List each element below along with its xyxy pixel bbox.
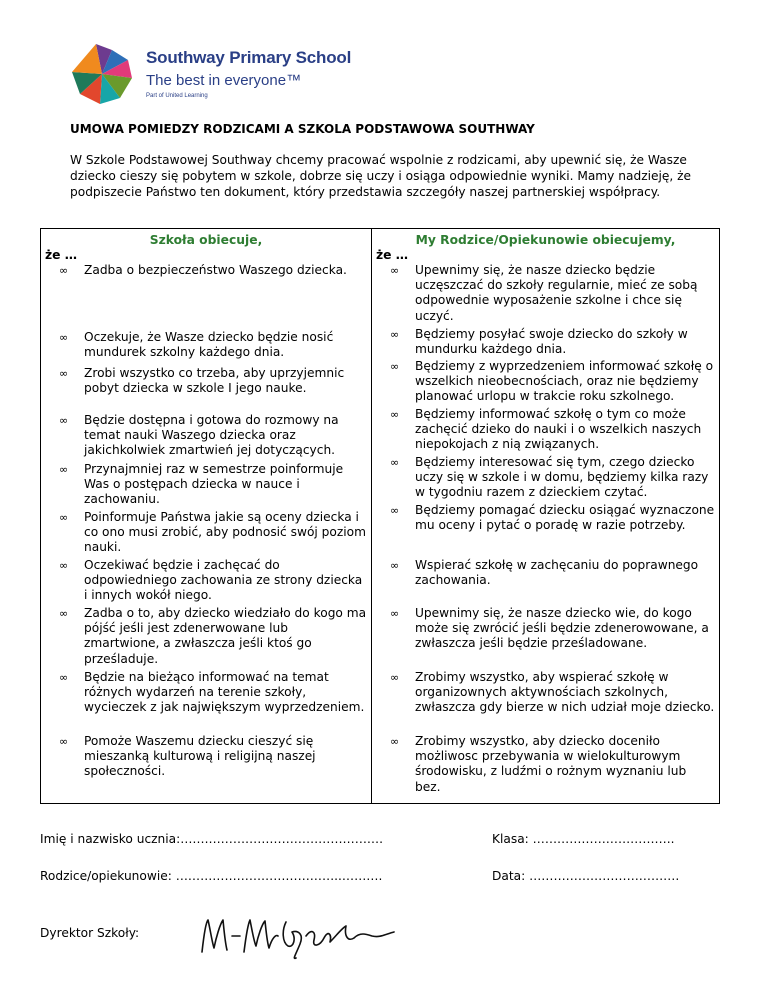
student-name-field: Imię i nazwisko ucznia:…….……………………………………. bbox=[40, 832, 383, 846]
list-item: ∞ Wspierać szkołę w zachęcaniu do poprawnego zachowania. bbox=[390, 558, 699, 588]
list-item: ∞ Oczekuje, że Wasze dziecko będzie nosić mundurek szkolny każdego dnia. bbox=[59, 330, 334, 360]
document-title: UMOWA POMIEDZY RODZICAMI A SZKOLA PODSTAWOWA SOUTHWAY bbox=[70, 122, 535, 136]
list-item: ∞ Będziemy z wyprzedzeniem informować szkołę o wszelkich nieobecnościach, oraz nie będziemy planować urlopu w trakcie roku szkolnego. bbox=[390, 359, 714, 404]
infinity-bullet-icon: ∞ bbox=[390, 408, 400, 421]
agreement-table bbox=[40, 228, 720, 804]
infinity-bullet-icon: ∞ bbox=[59, 511, 69, 524]
list-item: ∞ Będziemy posyłać swoje dziecko do szkoły w mundurku każdego dnia. bbox=[390, 327, 688, 357]
list-item: ∞ Upewnimy się, że nasze dziecko wie, do kogo może się zwrócić jeśli będzie zdenerowowane, a zwłaszcza jeśli będzie prześladowane. bbox=[390, 606, 709, 651]
infinity-bullet-icon: ∞ bbox=[59, 414, 69, 427]
infinity-bullet-icon: ∞ bbox=[390, 735, 400, 748]
infinity-bullet-icon: ∞ bbox=[390, 360, 400, 373]
list-item: ∞ Będziemy informować szkołę o tym co może zachęcić dzieko do nauki i o wszelkich naszych niepokojach z nią związanych. bbox=[390, 407, 702, 452]
infinity-bullet-icon: ∞ bbox=[59, 264, 69, 277]
date-field: Data: ………………………………. bbox=[492, 869, 680, 883]
infinity-bullet-icon: ∞ bbox=[59, 331, 69, 344]
list-item: ∞ Zadba o bezpieczeństwo Waszego dziecka. bbox=[59, 263, 347, 277]
school-promises-heading: Szkoła obiecuje, bbox=[149, 233, 263, 247]
list-item: ∞ Będzie na bieżąco informować na temat różnych wydarzeń na terenie szkoły, wycieczek z jak największym wyprzedzeniem. bbox=[59, 670, 365, 715]
list-item: ∞ Poinformuje Państwa jakie są oceny dziecka i co ono musi zrobić, aby podnosić swój poziom nauki. bbox=[59, 510, 366, 555]
list-item: ∞ Przynajmniej raz w semestrze poinformuje Was o postępach dziecka w nauce i zachowaniu. bbox=[59, 462, 344, 507]
parent-promises-column bbox=[372, 229, 720, 804]
infinity-bullet-icon: ∞ bbox=[390, 456, 400, 469]
parent-promises-ze: że … bbox=[376, 248, 409, 262]
intro-paragraph: W Szkole Podstawowej Southway chcemy pracować wspolnie z rodzicami, aby upewnić się, że Wasze dziecko cieszy się pobytem w szkole, dobrze się uczy i osiąga odpowiednie wyniki. Mamy nadzieję, że podpiszecie Państwo ten dokument, który przedstawia szczegóły naszej partnerskiej współpracy. bbox=[70, 153, 692, 199]
school-promises-list bbox=[45, 263, 367, 803]
school-promises-column bbox=[41, 229, 372, 804]
school-part-of: Part of United Learning bbox=[146, 93, 208, 99]
parent-promises-list bbox=[376, 263, 715, 803]
parents-field: Rodzice/opiekunowie: …………………………………..………. bbox=[40, 869, 383, 883]
school-logo bbox=[66, 38, 366, 108]
list-item: ∞ Będziemy pomagać dziecku osiągać wyznaczone mu oceny i pytać o poradę w razie potrzeby. bbox=[390, 503, 715, 533]
list-item: ∞ Będziemy interesować się tym, czego dziecko uczy się w szkole i w domu, będziemy kilka razy w tygodniu razem z dzieckiem czytać. bbox=[390, 455, 709, 500]
headteacher-signature bbox=[196, 912, 406, 962]
infinity-bullet-icon: ∞ bbox=[390, 264, 400, 277]
infinity-bullet-icon: ∞ bbox=[59, 559, 69, 572]
list-item: ∞ Zrobimy wszystko, aby wspierać szkołę w organizownych aktywnościach szkolnych, zwłaszcza gdy bierze w nich udział moje dziecko. bbox=[390, 670, 715, 715]
list-item: ∞ Będzie dostępna i gotowa do rozmowy na temat nauki Waszego dziecka oraz jakichkolwiek zmartwień jej dotyczących. bbox=[59, 413, 339, 458]
class-field: Klasa: …………………………….. bbox=[492, 832, 675, 846]
infinity-bullet-icon: ∞ bbox=[390, 607, 400, 620]
infinity-bullet-icon: ∞ bbox=[59, 367, 69, 380]
list-item: ∞ Zrobi wszystko co trzeba, aby uprzyjemnic pobyt dziecka w szkole I jego nauke. bbox=[59, 366, 345, 396]
list-item: ∞ Zrobimy wszystko, aby dziecko doceniło możliwosc przebywania w wielokulturowym środowisku, z ludźmi o rożnym wyznaniu lub bez. bbox=[390, 734, 687, 794]
headteacher-label: Dyrektor Szkoły: bbox=[40, 926, 140, 940]
infinity-bullet-icon: ∞ bbox=[59, 463, 69, 476]
school-motto: The best in everyone™ bbox=[146, 72, 302, 89]
infinity-bullet-icon: ∞ bbox=[390, 328, 400, 341]
infinity-bullet-icon: ∞ bbox=[59, 735, 69, 748]
list-item: ∞ Pomoże Waszemu dziecku cieszyć się mieszanką kulturową i religijną naszej społeczności. bbox=[59, 734, 316, 779]
infinity-bullet-icon: ∞ bbox=[390, 504, 400, 517]
school-name: Southway Primary School bbox=[146, 48, 352, 67]
list-item: ∞ Zadba o to, aby dziecko wiedziało do kogo ma pójść jeśli jest zdenerwowane lub zmartwione, a zwłaszcza jeśli ktoś go prześladuje. bbox=[59, 606, 367, 666]
school-promises-ze: że … bbox=[45, 248, 78, 262]
infinity-bullet-icon: ∞ bbox=[390, 559, 400, 572]
parent-promises-heading: My Rodzice/Opiekunowie obiecujemy, bbox=[415, 233, 676, 247]
list-item: ∞ Oczekiwać będzie i zachęcać do odpowiedniego zachowania ze strony dziecka i innych wokół niego. bbox=[59, 558, 363, 603]
infinity-bullet-icon: ∞ bbox=[390, 671, 400, 684]
infinity-bullet-icon: ∞ bbox=[59, 671, 69, 684]
list-item: ∞ Upewnimy się, że nasze dziecko będzie uczęszczać do szkoły regularnie, mieć ze sobą odpowednie wyposażenie szkolne i chce się uczyć. bbox=[390, 263, 698, 323]
pinwheel-logo-icon bbox=[66, 38, 138, 110]
infinity-bullet-icon: ∞ bbox=[59, 607, 69, 620]
